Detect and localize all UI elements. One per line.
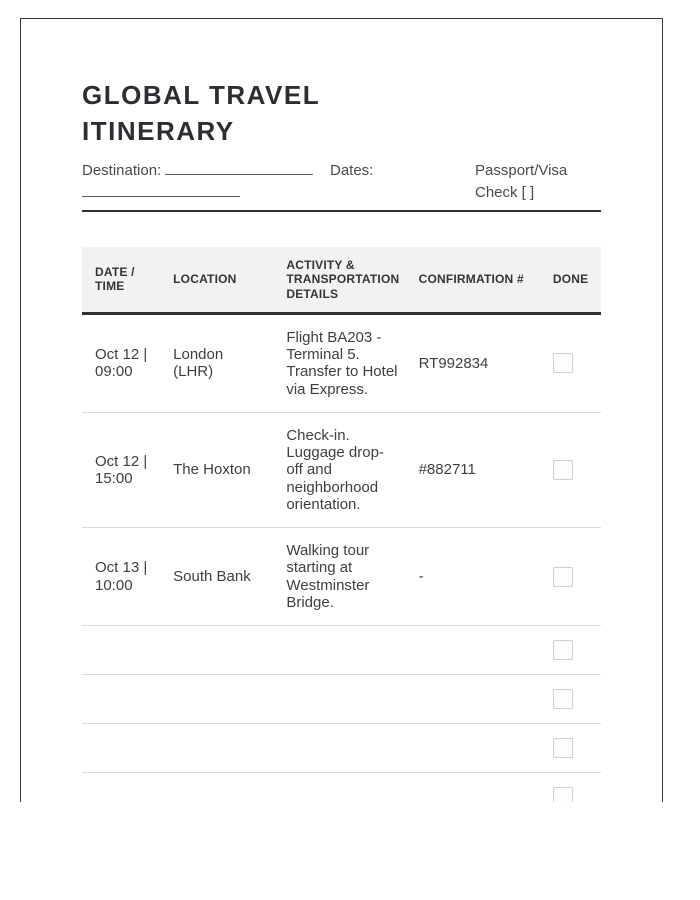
done-checkbox[interactable] bbox=[553, 567, 573, 587]
confirmation-cell bbox=[406, 626, 540, 675]
activity-cell bbox=[273, 724, 405, 773]
page-title: GLOBAL TRAVEL ITINERARY bbox=[82, 80, 320, 147]
confirmation-cell bbox=[406, 724, 540, 773]
table-row-empty bbox=[82, 626, 601, 675]
destination-blank-line-2 bbox=[82, 184, 240, 197]
activity-cell bbox=[273, 626, 405, 675]
destination-blank-line-1 bbox=[165, 162, 313, 175]
activity-cell: Flight BA203 - Terminal 5. Transfer to Hotel via Express. bbox=[286, 328, 398, 398]
location-cell bbox=[160, 626, 273, 675]
destination-field bbox=[82, 160, 330, 204]
itinerary-table bbox=[82, 247, 601, 802]
location-cell: South Bank bbox=[160, 528, 273, 626]
date-time-cell: Oct 12 | 09:00 bbox=[95, 346, 148, 381]
date-time-cell bbox=[82, 773, 160, 802]
confirmation-cell: - bbox=[406, 528, 540, 626]
date-time-cell bbox=[82, 675, 160, 724]
passport-check-field bbox=[475, 160, 601, 204]
dates-field bbox=[330, 160, 475, 204]
column-header-confirmation: CONFIRMATION # bbox=[406, 247, 540, 314]
confirmation-cell: #882711 bbox=[406, 412, 540, 527]
confirmation-cell: RT992834 bbox=[418, 354, 489, 372]
confirmation-cell bbox=[406, 675, 540, 724]
date-time-cell bbox=[82, 724, 160, 773]
done-checkbox[interactable] bbox=[553, 738, 573, 758]
date-time-cell: Oct 13 | 10:00 bbox=[82, 528, 160, 626]
done-checkbox[interactable] bbox=[553, 460, 573, 480]
table-row bbox=[82, 528, 601, 626]
done-checkbox[interactable] bbox=[553, 353, 573, 373]
activity-cell bbox=[273, 675, 405, 724]
activity-cell: Check-in. Luggage drop-off and neighborhood orientation. bbox=[273, 412, 405, 527]
table-row-empty bbox=[82, 675, 601, 724]
meta-row bbox=[82, 160, 601, 204]
date-time-cell bbox=[82, 626, 160, 675]
column-header-location: LOCATION bbox=[160, 247, 273, 314]
column-header-activity: ACTIVITY & TRANSPORTATION DETAILS bbox=[273, 247, 405, 314]
column-header-done: DONE bbox=[540, 247, 601, 314]
confirmation-cell bbox=[406, 773, 540, 802]
table-row-empty bbox=[82, 724, 601, 773]
location-cell: The Hoxton bbox=[160, 412, 273, 527]
done-checkbox[interactable] bbox=[553, 640, 573, 660]
done-checkbox[interactable] bbox=[553, 787, 573, 802]
done-checkbox[interactable] bbox=[553, 689, 573, 709]
table-row-empty bbox=[82, 773, 601, 802]
passport-check-label: Passport/Visa Check [ ] bbox=[475, 161, 568, 201]
header-divider bbox=[82, 210, 601, 212]
location-cell: London (LHR) bbox=[173, 346, 224, 381]
itinerary-page bbox=[20, 18, 663, 802]
table-row bbox=[82, 412, 601, 527]
location-cell bbox=[160, 773, 273, 802]
location-cell bbox=[160, 724, 273, 773]
dates-label: Dates: bbox=[330, 161, 374, 179]
activity-cell: Walking tour starting at Westminster Bridge. bbox=[273, 528, 405, 626]
table-header bbox=[82, 247, 601, 314]
location-cell bbox=[160, 675, 273, 724]
destination-label: Destination: bbox=[82, 161, 162, 179]
date-time-cell: Oct 12 | 15:00 bbox=[82, 412, 160, 527]
activity-cell bbox=[273, 773, 405, 802]
column-header-date-time: DATE / TIME bbox=[82, 247, 160, 314]
table-row bbox=[82, 313, 601, 412]
